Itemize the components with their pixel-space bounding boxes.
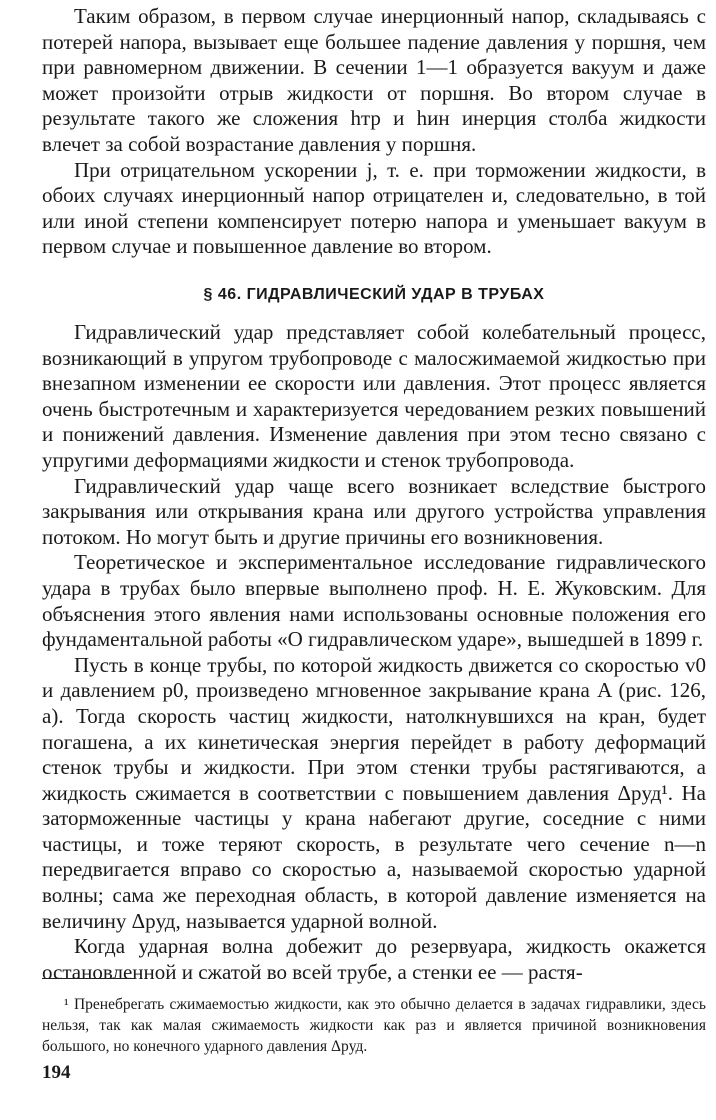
paragraph: Гидравлический удар представляет собой колебательный процесс, возникающий в упругом трубопроводе с малосжимаемой жидкостью при внезапном изменении ее скорости или давления. Этот процесс является очень быстротечным и характеризуется чередованием резких повышений и понижений давления. Изменение давления при этом тесно связано с упругими деформациями жидкости и стенок трубопровода. (42, 320, 706, 472)
page-number: 194 (42, 1062, 71, 1083)
footnote-divider (42, 978, 134, 979)
text-block-before-heading (42, 4, 706, 260)
paragraph: Таким образом, в первом случае инерционный напор, складываясь с потерей напора, вызывает еще большее падение давления у поршня, чем при равномерном движении. В сечении 1—1 образуется вакуум и даже может произойти отрыв жидкости от поршня. Во втором случае в результате такого же сложения hтр и hин инерция столба жидкости влечет за собой возрастание давления у поршня. (42, 4, 706, 156)
text-block-after-heading (42, 320, 706, 985)
paragraph: Когда ударная волна добежит до резервуара, жидкость окажется остановленной и сжатой во всей трубе, а стенки ее — растя- (42, 934, 706, 984)
paragraph: При отрицательном ускорении j, т. е. при торможении жидкости, в обоих случаях инерционный напор отрицателен и, следовательно, в той или иной степени компенсирует потерю напора и уменьшает вакуум в первом случае и повышенное давление во втором. (42, 157, 706, 259)
paragraph: Пусть в конце трубы, по которой жидкость движется со скоростью v0 и давлением p0, произведено мгновенное закрывание крана A (рис. 126, а). Тогда скорость частиц жидкости, натолкнувшихся на кран, будет погашена, а их кинетическая энергия перейдет в работу деформаций стенок трубы и жидкости. При этом стенки трубы растягиваются, а жидкость сжимается в соответствии с повышением давления Δpуд¹. На заторможенные частицы у крана набегают другие, соседние с ними частицы, и тоже теряют скорость, в результате чего сечение n—n передвигается вправо со скоростью a, называемой скоростью ударной волны; сама же переходная область, в которой давление изменяется на величину Δpуд, называется ударной волной. (42, 652, 706, 933)
paragraph: Гидравлический удар чаще всего возникает вследствие быстрого закрывания или открывания крана или другого устройства управления потоком. Но могут быть и другие причины его возникновения. (42, 473, 706, 549)
footnote: ¹ Пренебрегать сжимаемостью жидкости, как это обычно делается в задачах гидравлики, здесь нельзя, так как малая сжимаемость жидкости как раз и является причиной возникновения большого, но конечного ударного давления Δpуд. (42, 996, 706, 1055)
section-heading: § 46. ГИДРАВЛИЧЕСКИЙ УДАР В ТРУБАХ (203, 286, 545, 303)
paragraph: Теоретическое и экспериментальное исследование гидравлического удара в трубах было впервые выполнено проф. Н. Е. Жуковским. Для объяснения этого явления нами использованы основные положения его фундаментальной работы «О гидравлическом ударе», вышедшей в 1899 г. (42, 550, 706, 652)
